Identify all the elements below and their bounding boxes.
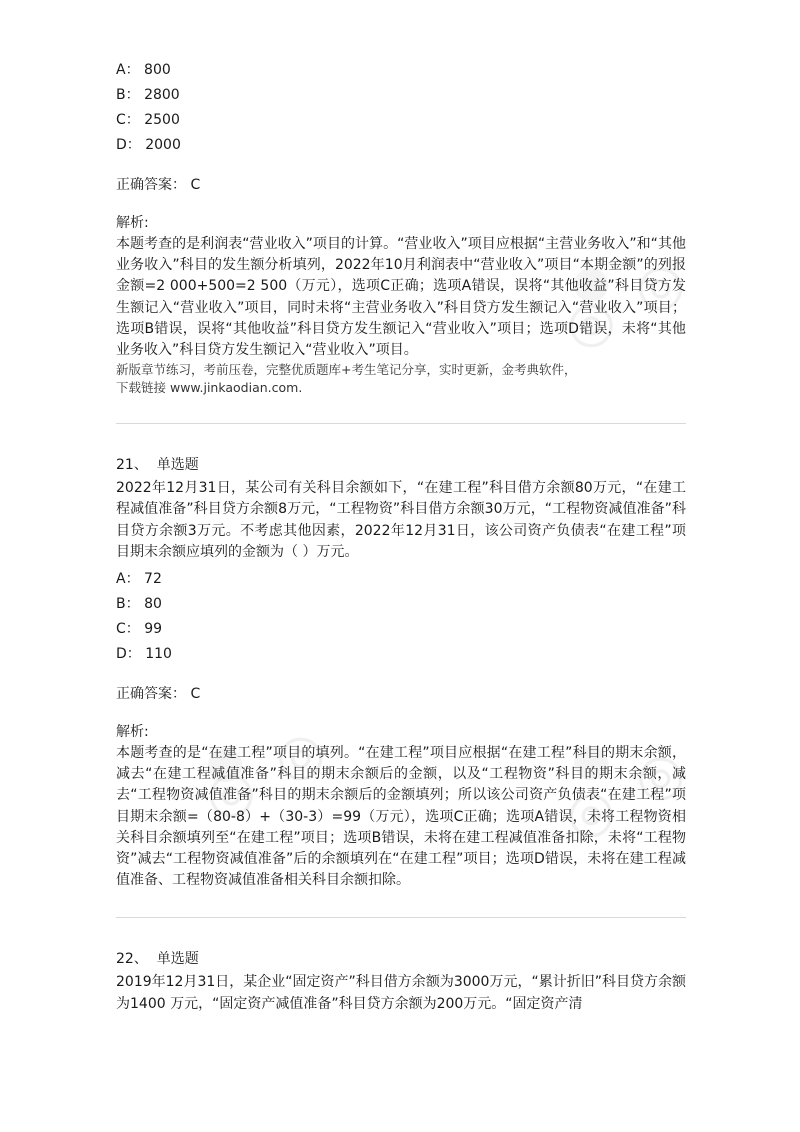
question-stem: 2019年12月31日，某企业“固定资产”科目借方余额为3000万元，“累计折旧”科目贷方余额为1400 万元，“固定资产减值准备”科目贷方余额为200万元。“固定资产清 [116,974,686,1012]
divider [116,917,686,918]
promo-text: 新版章节练习，考前压卷，完整优质题库+考生笔记分享，实时更新，金考典软件， [116,362,577,378]
analysis-label: 解析: [116,724,149,741]
document-page [116,58,686,1015]
option-d: D： 110 [116,646,172,663]
option-b: B： 80 [116,596,162,613]
q20-options [116,58,686,158]
correct-answer: 正确答案： C [116,177,201,193]
option-b: B： 2800 [116,87,180,103]
option-d: D： 2000 [116,137,181,153]
divider [116,423,686,424]
analysis-label: 解析: [116,215,149,231]
watermark: ◎ ◎ [552,732,701,853]
option-a: A： 72 [116,571,162,588]
option-c: C： 99 [116,621,163,638]
analysis-text: 本题考查的是利润表“营业收入”项目的计算。“营业收入”项目应根据“主营业务收入”和“其他业务收入”科目的发生额分析填列，2022年10月利润表中“营业收入”项目“本期金额”的列报金额=2 000+500=2 500（万元），选项C正确；选项A错误，误将“其他收益”科目贷方发生额记入“营业收入”项目，同时未将“主营业务收入”科目贷方发生额记入“营业收入”项目；选项B错误，误将“其他收益”科目贷方发生额记入“营业收入”项目；选项D错误，未将“其他业务收入”科目贷方发生额记入“营业收入”项目。 [116,236,686,359]
correct-answer: 正确答案： C [116,686,201,703]
option-a: A： 800 [116,62,171,78]
q21-options [116,567,686,667]
download-link[interactable]: 下载链接 www.jinkaodian.com. [116,380,303,396]
watermark: ◎ ◎ [552,242,701,363]
question-header: 21、 单选题 [116,457,199,474]
question-header: 22、 单选题 [116,951,199,968]
option-c: C： 2500 [116,112,180,128]
question-stem: 2022年12月31日，某公司有关科目余额如下，“在建工程”科目借方余额80万元，“在建工程减值准备”科目贷方余额8万元，“工程物资”科目借方余额30万元，“工程物资减值准备”科目贷方余额3万元。不考虑其他因素，2022年12月31日，该公司资产负债表“在建工程”项目期末余额应填列的金额为（ ）万元。 [116,480,686,560]
analysis-text: 本题考查的是“在建工程”项目的填列。“在建工程”项目应根据“在建工程”科目的期末余额，减去“在建工程减值准备”科目的期末余额后的金额，以及“工程物资”科目的期末余额，减去“工程物资减值准备”科目的期末余额后的金额填列；所以该公司资产负债表“在建工程”项目期末余额=（80-8）+（30-3）=99（万元），选项C正确；选项A错误，未将工程物资相关科目余额填列至“在建工程”项目；选项B错误，未将在建工程减值准备扣除，未将“工程物资”减去“工程物资减值准备”后的余额填列在“在建工程”项目；选项D错误，未将在建工程减值准备、工程物资减值准备相关科目余额扣除。 [116,745,686,889]
watermark: ◎ ◎ [192,712,341,833]
